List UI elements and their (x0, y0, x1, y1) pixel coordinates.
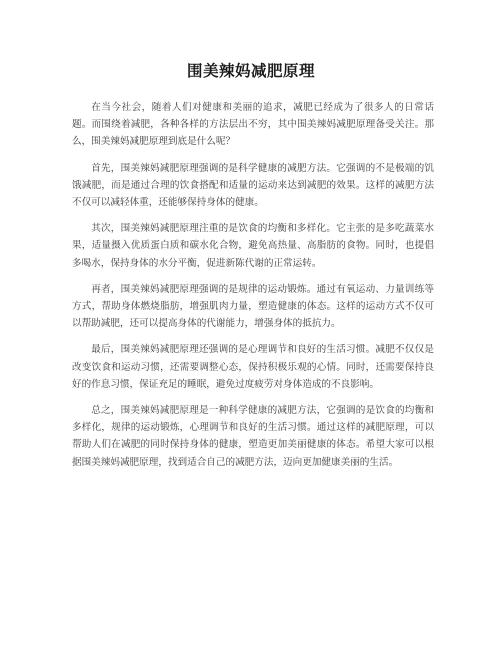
paragraph-second: 其次，围美辣妈减肥原理注重的是饮食的均衡和多样化。它主张的是多吃蔬菜水果，适量摄入优质蛋白质和碳水化合物，避免高热量、高脂肪的食物。同时，也提倡多喝水，保持身体的水分平衡，促进新陈代谢的正常运转。 (72, 223, 434, 269)
paragraph-third: 再者，围美辣妈减肥原理强调的是规律的运动锻炼。通过有氧运动、力量训练等方式，帮助身体燃烧脂肪，增强肌肉力量，塑造健康的体态。这样的运动方式不仅可以帮助减肥，还可以提高身体的代谢能力，增强身体的抵抗力。 (72, 283, 434, 330)
document-title: 围美辣妈减肥原理 (186, 62, 315, 80)
paragraph-intro: 在当今社会，随着人们对健康和美丽的追求，减肥已经成为了很多人的日常话题。而围绕着减肥，各种各样的方法层出不穷，其中围美辣妈减肥原理备受关注。那么，围美辣妈减肥原理到底是什么呢？ (72, 102, 434, 148)
paragraph-conclusion: 总之，围美辣妈减肥原理是一种科学健康的减肥方法，它强调的是饮食的均衡和多样化，规律的运动锻炼，心理调节和良好的生活习惯。通过这样的减肥原理，可以帮助人们在减肥的同时保持身体的健康，塑造更加美丽健康的体态。希望大家可以根据围美辣妈减肥原理，找到适合自己的减肥方法，迈向更加健康美丽的生活。 (72, 405, 434, 468)
paragraph-first: 首先，围美辣妈减肥原理强调的是科学健康的减肥方法。它强调的不是极端的饥饿减肥，而是通过合理的饮食搭配和适量的运动来达到减肥的效果。这样的减肥方法不仅可以减轻体重，还能够保持身体的健康。 (72, 162, 434, 209)
paragraph-last: 最后，围美辣妈减肥原理还强调的是心理调节和良好的生活习惯。减肥不仅仅是改变饮食和运动习惯，还需要调整心态，保持积极乐观的心情。同时，还需要保持良好的作息习惯，保证充足的睡眠，避免过度疲劳对身体造成的不良影响。 (72, 344, 434, 390)
document-body (72, 99, 434, 480)
